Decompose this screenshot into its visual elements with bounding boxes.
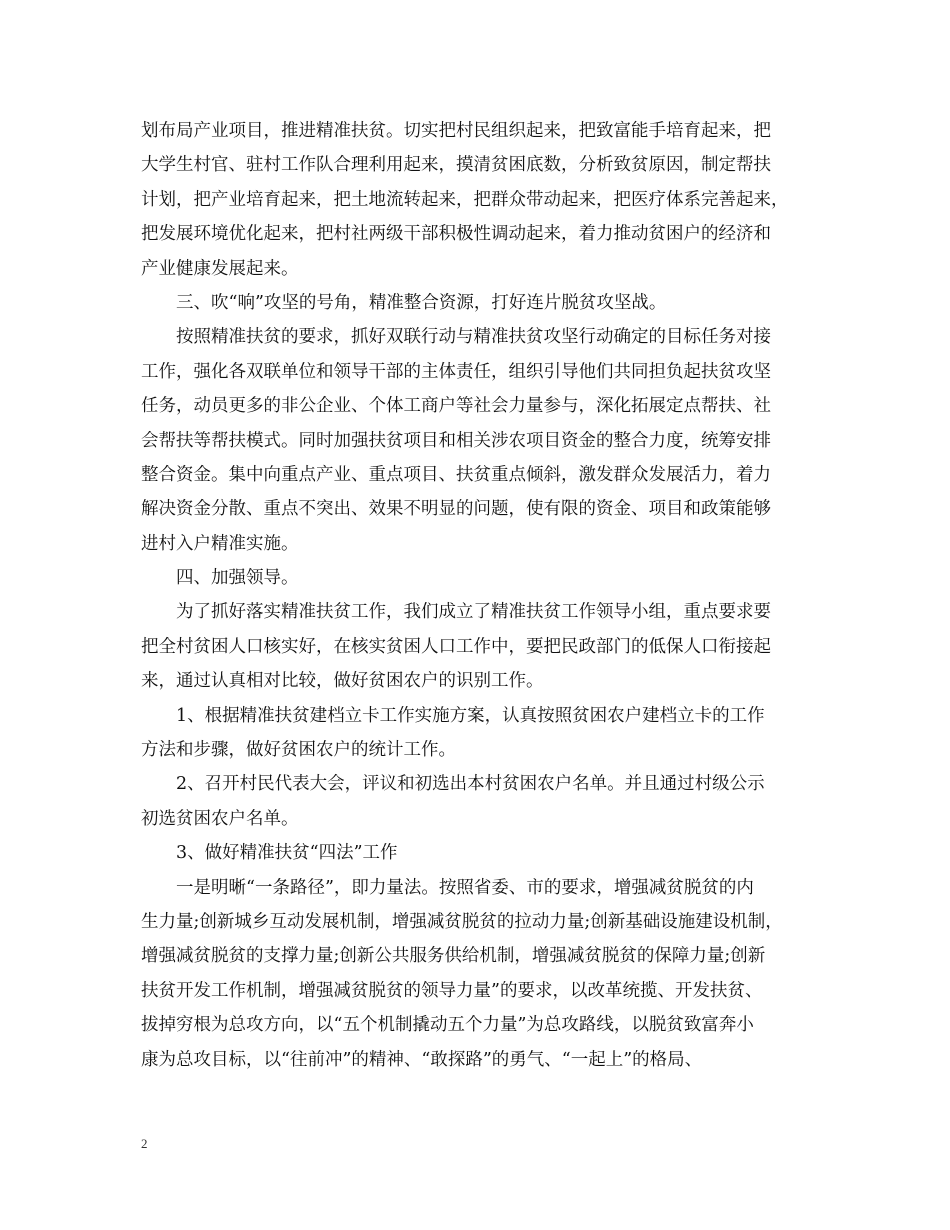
list-item-1: 1、根据精准扶贫建档立卡工作实施方案，认真按照贫困农户建档立卡的工作 xyxy=(141,705,765,726)
text-line: 划布局产业项目，推进精准扶贫。切实把村民组织起来，把致富能手培育起来，把 xyxy=(141,121,771,141)
text-line: 扶贫开发工作机制，增强减贫脱贫的领导力量”的要求，以改革统揽、开发扶贫、 xyxy=(141,980,763,1001)
text-line: 产业健康发展起来。 xyxy=(141,258,299,279)
text-line: 把全村贫困人口核实好，在核实贫困人口工作中，要把民政部门的低保人口衔接起 xyxy=(141,636,771,657)
page-number: 2 xyxy=(141,1136,148,1151)
text-line: 计划，把产业培育起来，把土地流转起来，把群众带动起来，把医疗体系完善起来， xyxy=(141,189,789,210)
text-line: 按照精准扶贫的要求，抓好双联行动与精准扶贫攻坚行动确定的目标任务对接 xyxy=(141,327,771,348)
text-line: 会帮扶等帮扶模式。同时加强扶贫项目和相关涉农项目资金的整合力度，统筹安排 xyxy=(141,430,771,451)
text-line: 大学生村官、驻村工作队合理利用起来，摸清贫困底数，分析致贫原因，制定帮扶 xyxy=(141,155,771,176)
text-line: 方法和步骤，做好贫困农户的统计工作。 xyxy=(141,740,456,761)
text-line: 来，通过认真相对比较，做好贫困农户的识别工作。 xyxy=(141,671,544,692)
section-heading-4: 四、加强领导。 xyxy=(141,568,299,589)
text-line: 整合资金。集中向重点产业、重点项目、扶贫重点倾斜，激发群众发展活力，着力 xyxy=(141,464,771,485)
section-heading-3: 三、吹“响”攻坚的号角，精准整合资源，打好连片脱贫攻坚战。 xyxy=(141,292,667,313)
document-body xyxy=(141,114,821,1077)
text-line: 初选贫困农户名单。 xyxy=(141,808,299,829)
text-line: 为了抓好落实精准扶贫工作，我们成立了精准扶贫工作领导小组，重点要求要 xyxy=(141,602,771,623)
text-line: 康为总攻目标，以“往前冲”的精神、“敢探路”的勇气、“一起上”的格局、 xyxy=(141,1049,703,1070)
text-line: 工作，强化各双联单位和领导干部的主体责任，组织引导他们共同担负起扶贫攻坚 xyxy=(141,361,771,382)
text-line: 任务，动员更多的非公企业、个体工商户等社会力量参与，深化拓展定点帮扶、社 xyxy=(141,396,771,417)
text-line: 增强减贫脱贫的支撑力量;创新公共服务供给机制，增强减贫脱贫的保障力量;创新 xyxy=(141,946,766,967)
text-line: 解决资金分散、重点不突出、效果不明显的问题，使有限的资金、项目和政策能够 xyxy=(141,499,771,520)
text-line: 一是明晰“一条路径”，即力量法。按照省委、市的要求，增强减贫脱贫的内 xyxy=(141,877,754,898)
list-item-2: 2、召开村民代表大会，评议和初选出本村贫困农户名单。并且通过村级公示 xyxy=(141,774,765,795)
text-line: 拔掉穷根为总攻方向，以“五个机制撬动五个力量”为总攻路线，以脱贫致富奔小 xyxy=(141,1015,754,1036)
text-line: 生力量;创新城乡互动发展机制，增强减贫脱贫的拉动力量;创新基础设施建设机制， xyxy=(141,911,783,932)
text-line: 把发展环境优化起来，把村社两级干部积极性调动起来，着力推动贫困户的经济和 xyxy=(141,224,771,245)
list-item-3: 3、做好精准扶贫“四法”工作 xyxy=(141,843,398,864)
text-line: 进村入户精准实施。 xyxy=(141,533,299,554)
